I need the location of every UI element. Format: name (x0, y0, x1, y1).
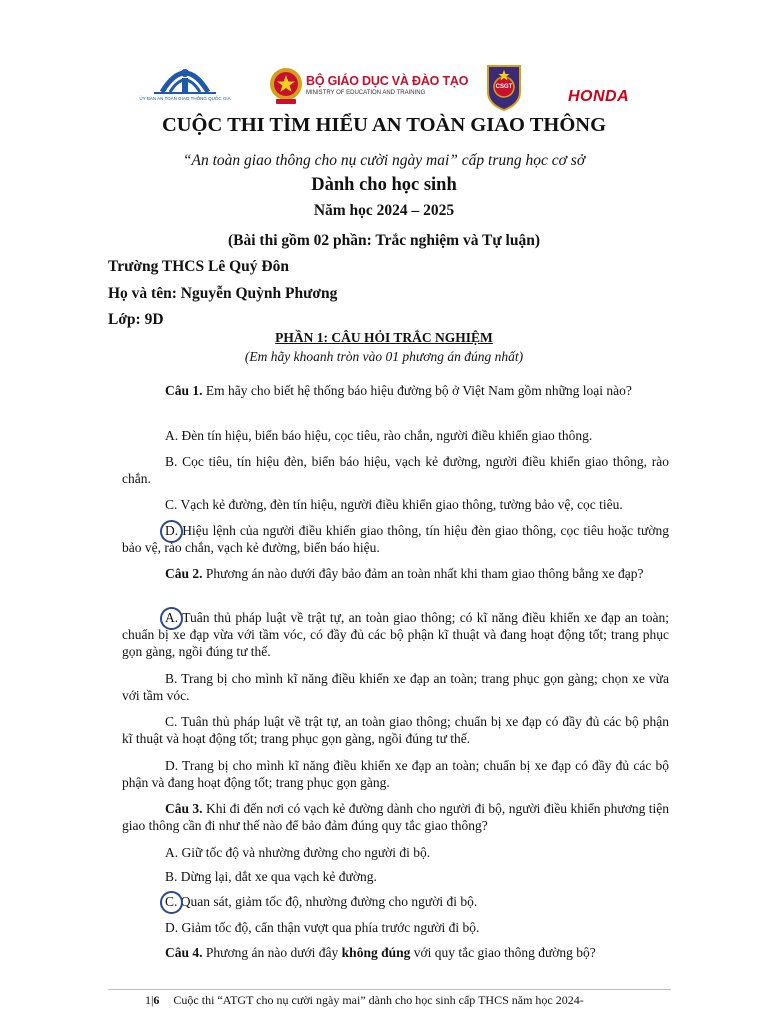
school-year: Năm học 2024 – 2025 (313, 202, 455, 219)
option-1a[interactable] (122, 427, 669, 444)
question-emphasis: không đúng (341, 945, 411, 960)
option-text: Tuân thủ pháp luật về trật tự, an toàn giao thông; có kĩ năng điều khiển xe đạp an toàn; chuẩn bị xe đạp vừa với tầm vóc, có đầy đủ các bộ phận kĩ thuật và đang hoạt động tốt; trang phục gọn gàng, ngồi đúng tư thế. (122, 610, 669, 659)
question-label: Câu 3. (165, 801, 203, 816)
question-1 (122, 382, 669, 399)
page-footer (145, 993, 584, 1008)
option-text: Trang bị cho mình kĩ năng điều khiển xe đạp an toàn; chuẩn bị xe đạp có đầy đủ các bộ phận và đang hoạt động tốt; trang phục gọn gàng. (122, 758, 669, 790)
question-label: Câu 4. (165, 945, 203, 960)
ubatgt-logo (134, 62, 236, 108)
part1-instruction: (Em hãy khoanh tròn vào 01 phương án đúng nhất) (244, 349, 524, 364)
part1-title: PHẦN 1: CÂU HỎI TRẮC NGHIỆM (275, 330, 493, 345)
option-letter: C. (165, 894, 177, 909)
school-name: Trường THCS Lê Quý Đôn (108, 258, 289, 275)
option-text: Tuân thủ pháp luật về trật tự, an toàn giao thông; chuẩn bị xe đạp có đầy đủ các bộ phận kĩ thuật và hoạt động tốt; trang phục gọn gàng, ngồi đúng tư thế. (122, 714, 669, 746)
option-letter: D. (165, 758, 179, 773)
ubatgt-emblem-icon (134, 62, 236, 96)
option-3a[interactable] (122, 844, 669, 861)
option-letter: D. (165, 523, 178, 538)
contest-slogan: “An toàn giao thông cho nụ cười ngày mai” cấp trung học cơ sở (182, 152, 586, 169)
question-3 (122, 800, 669, 834)
ubatgt-caption: ỦY BAN AN TOÀN GIAO THÔNG QUỐC GIA (139, 96, 231, 101)
option-letter: B. (165, 671, 178, 686)
option-text: Dừng lại, dắt xe qua vạch kẻ đường. (177, 869, 377, 884)
option-letter: D. (165, 920, 179, 935)
option-text: Cọc tiêu, tín hiệu đèn, biển báo hiệu, vạch kẻ đường, người điều khiển giao thông, rào chắn. (122, 454, 669, 486)
answer-circle (160, 520, 183, 543)
option-text: Giữ tốc độ và nhường đường cho người đi bộ. (178, 845, 431, 860)
option-1c[interactable] (122, 496, 669, 513)
national-emblem-icon (268, 66, 304, 106)
option-letter: A. (165, 610, 178, 625)
option-text: Quan sát, giảm tốc độ, nhường đường cho người đi bộ. (177, 894, 478, 909)
student-class: Lớp: 9D (108, 311, 164, 328)
footer-divider (108, 989, 671, 990)
option-text: Hiệu lệnh của người điều khiển giao thông, tín hiệu đèn giao thông, cọc tiêu hoặc tường bảo vệ, rào chắn, vạch kẻ đường, biển báo hiệu. (122, 523, 669, 555)
option-letter: C. (165, 497, 178, 512)
exam-note: (Bài thi gồm 02 phần: Trắc nghiệm và Tự luận) (227, 232, 541, 249)
option-2b[interactable] (122, 670, 669, 704)
option-letter: C. (165, 714, 178, 729)
question-label: Câu 2. (165, 566, 203, 581)
option-2c[interactable] (122, 713, 669, 747)
moet-name: BỘ GIÁO DỤC VÀ ĐÀO TẠO (306, 74, 469, 88)
option-letter: A. (165, 428, 179, 443)
option-3d[interactable] (122, 919, 669, 936)
question-text: Khi đi đến nơi có vạch kẻ đường dành cho người đi bộ, người điều khiển phương tiện giao thông cần đi như thế nào để bảo đảm đúng quy tắc giao thông? (122, 801, 669, 833)
csgt-text: CSGT (495, 84, 513, 90)
option-1d[interactable] (122, 522, 669, 556)
answer-circle (160, 607, 183, 630)
option-letter: A. (165, 845, 179, 860)
contest-title: CUỘC THI TÌM HIỂU AN TOÀN GIAO THÔNG (161, 114, 607, 136)
option-letter: B. (165, 869, 178, 884)
option-2d[interactable] (122, 757, 669, 791)
answer-circle (160, 891, 183, 914)
question-label: Câu 1. (165, 383, 203, 398)
option-1b[interactable] (122, 453, 669, 487)
question-text: Em hãy cho biết hệ thống báo hiệu đường bộ ở Việt Nam gồm những loại nào? (202, 383, 632, 398)
page-number: 1|6 (145, 993, 160, 1007)
option-letter: B. (165, 454, 178, 469)
student-name: Họ và tên: Nguyễn Quỳnh Phương (108, 285, 338, 302)
logo-row (130, 62, 675, 112)
moet-english-name: MINISTRY OF EDUCATION AND TRAINING (306, 90, 426, 96)
question-2 (122, 565, 669, 582)
audience-heading: Dành cho học sinh (311, 175, 457, 195)
question-text: Phương án nào dưới đây bảo đảm an toàn nhất khi tham giao thông bằng xe đạp? (202, 566, 644, 581)
honda-logo: HONDA (568, 88, 630, 105)
option-text: Giảm tốc độ, cẩn thận vượt qua phía trước người đi bộ. (178, 920, 480, 935)
option-2a[interactable] (122, 609, 669, 660)
moet-logo (268, 62, 469, 108)
csgt-badge (484, 62, 524, 112)
question-4: Câu 4. Phương án nào dưới đây không đúng với quy tắc giao thông đường bộ? (165, 945, 596, 960)
option-text: Đèn tín hiệu, biển báo hiệu, cọc tiêu, rào chắn, người điều khiển giao thông. (178, 428, 593, 443)
option-3b[interactable] (122, 868, 669, 885)
option-3c[interactable] (122, 893, 669, 910)
option-text: Vạch kẻ đường, đèn tín hiệu, người điều khiển giao thông, tường bảo vệ, cọc tiêu. (177, 497, 623, 512)
option-text: Trang bị cho mình kĩ năng điều khiển xe đạp an toàn; trang phục gọn gàng; chọn xe vừa với tầm vóc. (122, 671, 669, 703)
footer-text: Cuộc thi “ATGT cho nụ cười ngày mai” dành cho học sinh cấp THCS năm học 2024- (173, 993, 584, 1007)
